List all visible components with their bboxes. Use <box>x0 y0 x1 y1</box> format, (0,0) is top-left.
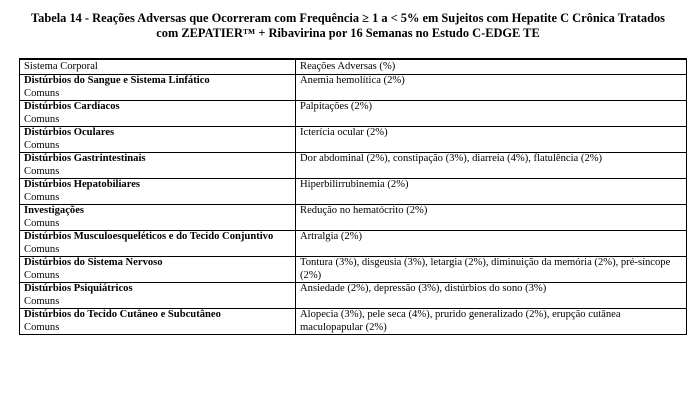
header-reactions: Reações Adversas (%) <box>296 59 687 75</box>
caption-line-2: com ZEPATIER™ + Ribavirina por 16 Semanas no Estudo C-EDGE TE <box>156 26 540 40</box>
frequency-label: Comuns <box>24 243 60 255</box>
reactions-cell <box>296 257 687 283</box>
body-system-name: Distúrbios do Sistema Nervoso <box>24 257 163 268</box>
adverse-reactions-text: Ansiedade (2%), depressão (3%), distúrbios do sono (3%) <box>300 283 547 294</box>
frequency-label: Comuns <box>24 191 60 203</box>
body-system-name: Distúrbios do Sangue e Sistema Linfático <box>24 75 210 86</box>
system-cell <box>20 75 296 101</box>
body-system-name: Distúrbios Hepatobiliares <box>24 179 141 190</box>
frequency-label: Comuns <box>24 269 60 281</box>
body-system-name: Investigações <box>24 205 85 216</box>
table-body <box>20 75 687 335</box>
body-system-name: Distúrbios Oculares <box>24 127 115 138</box>
table-row <box>20 101 687 127</box>
system-cell <box>20 283 296 309</box>
body-system-name: Distúrbios do Tecido Cutâneo e Subcutâneo <box>24 309 221 320</box>
body-system-name: Distúrbios Psiquiátricos <box>24 283 133 294</box>
adverse-reactions-text: Dor abdominal (2%), constipação (3%), diarreia (4%), flatulência (2%) <box>300 153 603 164</box>
table-row <box>20 75 687 101</box>
adverse-reactions-text: Anemia hemolítica (2%) <box>300 75 405 86</box>
body-system-name: Distúrbios Cardíacos <box>24 101 120 112</box>
frequency-label: Comuns <box>24 295 60 307</box>
frequency-label: Comuns <box>24 139 60 151</box>
reactions-cell <box>296 153 687 179</box>
reactions-cell <box>296 283 687 309</box>
frequency-label: Comuns <box>24 113 60 125</box>
adverse-reactions-text: Tontura (3%), disgeusia (3%), letargia (2%), diminuição da memória (2%), pré-síncope (2%) <box>300 257 671 281</box>
system-cell <box>20 153 296 179</box>
adverse-reactions-text: Hiperbilirrubinemia (2%) <box>300 179 409 190</box>
reactions-cell <box>296 75 687 101</box>
reactions-cell <box>296 309 687 335</box>
system-cell <box>20 127 296 153</box>
system-cell <box>20 101 296 127</box>
table-row <box>20 309 687 335</box>
frequency-label: Comuns <box>24 217 60 229</box>
reactions-cell <box>296 231 687 257</box>
system-cell <box>20 205 296 231</box>
adverse-reactions-table <box>19 58 687 335</box>
reactions-cell <box>296 205 687 231</box>
table-row <box>20 257 687 283</box>
adverse-reactions-text: Icterícia ocular (2%) <box>300 127 388 138</box>
table-row <box>20 283 687 309</box>
body-system-name: Distúrbios Gastrintestinais <box>24 153 146 164</box>
system-cell <box>20 257 296 283</box>
system-cell <box>20 309 296 335</box>
reactions-cell <box>296 127 687 153</box>
table-row <box>20 231 687 257</box>
reactions-cell <box>296 179 687 205</box>
table-row <box>20 127 687 153</box>
table-caption <box>0 11 696 41</box>
body-system-name: Distúrbios Musculoesqueléticos e do Tecido Conjuntivo <box>24 231 274 242</box>
adverse-reactions-text: Redução no hematócrito (2%) <box>300 205 428 216</box>
adverse-reactions-text: Alopecia (3%), pele seca (4%), prurido generalizado (2%), erupção cutânea maculopapular (2%) <box>300 309 621 333</box>
adverse-reactions-text: Palpitações (2%) <box>300 101 373 112</box>
system-cell <box>20 179 296 205</box>
caption-line-1: Tabela 14 - Reações Adversas que Ocorreram com Frequência ≥ 1 a < 5% em Sujeitos com Hepatite C Crônica Tratados <box>31 11 665 25</box>
header-system: Sistema Corporal <box>20 59 296 75</box>
table-row <box>20 205 687 231</box>
table-header-row <box>20 59 687 75</box>
table-row <box>20 179 687 205</box>
frequency-label: Comuns <box>24 87 60 99</box>
system-cell <box>20 231 296 257</box>
frequency-label: Comuns <box>24 165 60 177</box>
frequency-label: Comuns <box>24 321 60 333</box>
table-row <box>20 153 687 179</box>
adverse-reactions-text: Artralgia (2%) <box>300 231 363 242</box>
reactions-cell <box>296 101 687 127</box>
